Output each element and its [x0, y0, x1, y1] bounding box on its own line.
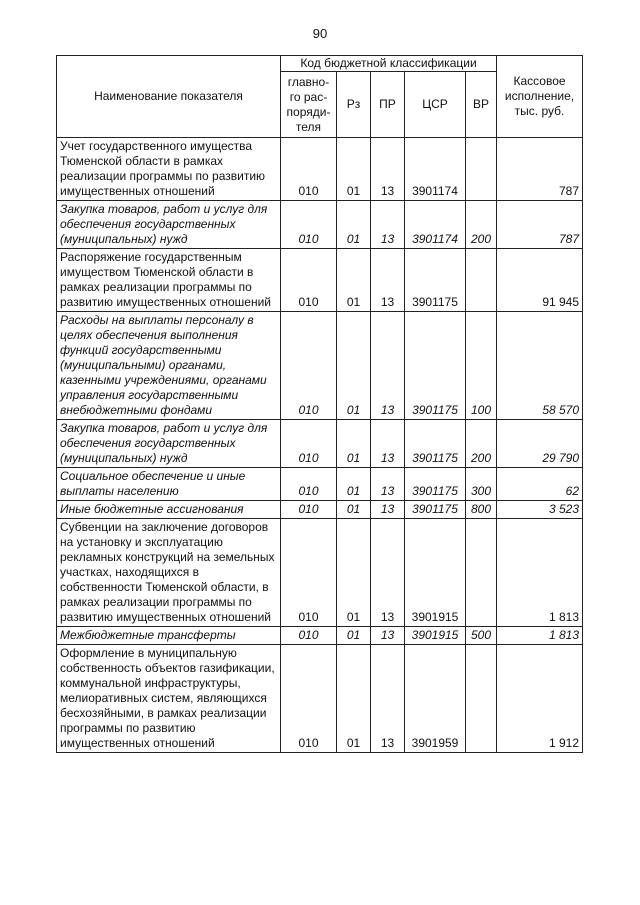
row-rz: 01 [337, 627, 371, 645]
row-pr: 13 [371, 645, 405, 753]
row-pr: 13 [371, 627, 405, 645]
table-row [57, 420, 583, 468]
row-pr: 13 [371, 468, 405, 501]
page-number: 90 [312, 26, 328, 41]
header-rz: Рз [337, 72, 371, 138]
row-csr: 3901174 [405, 138, 466, 201]
row-gr: 010 [281, 645, 337, 753]
row-gr: 010 [281, 468, 337, 501]
table-row [57, 312, 583, 420]
row-pr: 13 [371, 312, 405, 420]
table-row [57, 645, 583, 753]
row-amount: 1 912 [497, 645, 583, 753]
header-amount: Кассовое исполнение, тыс. руб. [497, 56, 583, 138]
row-csr: 3901175 [405, 468, 466, 501]
row-amount: 62 [497, 468, 583, 501]
header-name: Наименование показателя [57, 56, 281, 138]
row-gr: 010 [281, 519, 337, 627]
table-row [57, 519, 583, 627]
row-csr: 3901915 [405, 627, 466, 645]
header-csr: ЦСР [405, 72, 466, 138]
row-amount: 29 790 [497, 420, 583, 468]
row-rz: 01 [337, 468, 371, 501]
row-gr: 010 [281, 627, 337, 645]
row-csr: 3901175 [405, 501, 466, 519]
row-gr: 010 [281, 138, 337, 201]
row-name: Учет государственного имущества Тюменской области в рамках реализации программы по развитию имущественных отношений [57, 138, 281, 201]
header-vr: ВР [466, 72, 497, 138]
row-csr: 3901915 [405, 519, 466, 627]
row-vr: 100 [466, 312, 497, 420]
row-rz: 01 [337, 201, 371, 249]
table-row [57, 468, 583, 501]
table-row [57, 138, 583, 201]
row-amount: 787 [497, 201, 583, 249]
row-pr: 13 [371, 249, 405, 312]
row-name: Распоряжение государственным имуществом Тюменской области в рамках реализации программы по развитию имущественных отношений [57, 249, 281, 312]
row-gr: 010 [281, 312, 337, 420]
row-rz: 01 [337, 249, 371, 312]
row-name: Расходы на выплаты персоналу в целях обеспечения выполнения функций государственными (муниципальными) органами, казенными учреждениями, органами управления государственными внебюджетными фондами [57, 312, 281, 420]
row-vr: 500 [466, 627, 497, 645]
row-gr: 010 [281, 201, 337, 249]
table-row [57, 249, 583, 312]
row-vr [466, 138, 497, 201]
row-pr: 13 [371, 201, 405, 249]
row-vr: 800 [466, 501, 497, 519]
header-glavny: главно-го рас-поряди-теля [281, 72, 337, 138]
row-vr: 300 [466, 468, 497, 501]
header-pr: ПР [371, 72, 405, 138]
row-amount: 58 570 [497, 312, 583, 420]
row-rz: 01 [337, 645, 371, 753]
table-row [57, 201, 583, 249]
row-rz: 01 [337, 420, 371, 468]
table-row [57, 501, 583, 519]
budget-table [56, 55, 583, 753]
row-pr: 13 [371, 501, 405, 519]
table-row [57, 627, 583, 645]
row-rz: 01 [337, 138, 371, 201]
row-vr: 200 [466, 420, 497, 468]
row-name: Закупка товаров, работ и услуг для обеспечения государственных (муниципальных) нужд [57, 201, 281, 249]
row-name: Межбюджетные трансферты [57, 627, 281, 645]
row-rz: 01 [337, 312, 371, 420]
row-vr [466, 645, 497, 753]
row-amount: 91 945 [497, 249, 583, 312]
header-code-group: Код бюджетной классификации [281, 56, 497, 72]
row-vr: 200 [466, 201, 497, 249]
row-csr: 3901174 [405, 201, 466, 249]
row-vr [466, 519, 497, 627]
row-amount: 787 [497, 138, 583, 201]
row-gr: 010 [281, 501, 337, 519]
row-pr: 13 [371, 420, 405, 468]
row-amount: 1 813 [497, 627, 583, 645]
row-name: Оформление в муниципальную собственность объектов газификации, коммунальной инфраструктуры, мелиоративных систем, являющихся бесхозяйными, в рамках реализации программы по развитию имущественных отношений [57, 645, 281, 753]
row-rz: 01 [337, 519, 371, 627]
row-name: Социальное обеспечение и иные выплаты населению [57, 468, 281, 501]
row-name: Закупка товаров, работ и услуг для обеспечения государственных (муниципальных) нужд [57, 420, 281, 468]
row-pr: 13 [371, 519, 405, 627]
row-csr: 3901175 [405, 312, 466, 420]
row-csr: 3901175 [405, 420, 466, 468]
row-gr: 010 [281, 249, 337, 312]
row-amount: 1 813 [497, 519, 583, 627]
row-amount: 3 523 [497, 501, 583, 519]
row-gr: 010 [281, 420, 337, 468]
row-rz: 01 [337, 501, 371, 519]
row-csr: 3901959 [405, 645, 466, 753]
row-csr: 3901175 [405, 249, 466, 312]
row-name: Субвенции на заключение договоров на установку и эксплуатацию рекламных конструкций на земельных участках, находящихся в собственности Тюменской области, в рамках реализации программы по развитию имущественных отношений [57, 519, 281, 627]
row-pr: 13 [371, 138, 405, 201]
row-vr [466, 249, 497, 312]
row-name: Иные бюджетные ассигнования [57, 501, 281, 519]
